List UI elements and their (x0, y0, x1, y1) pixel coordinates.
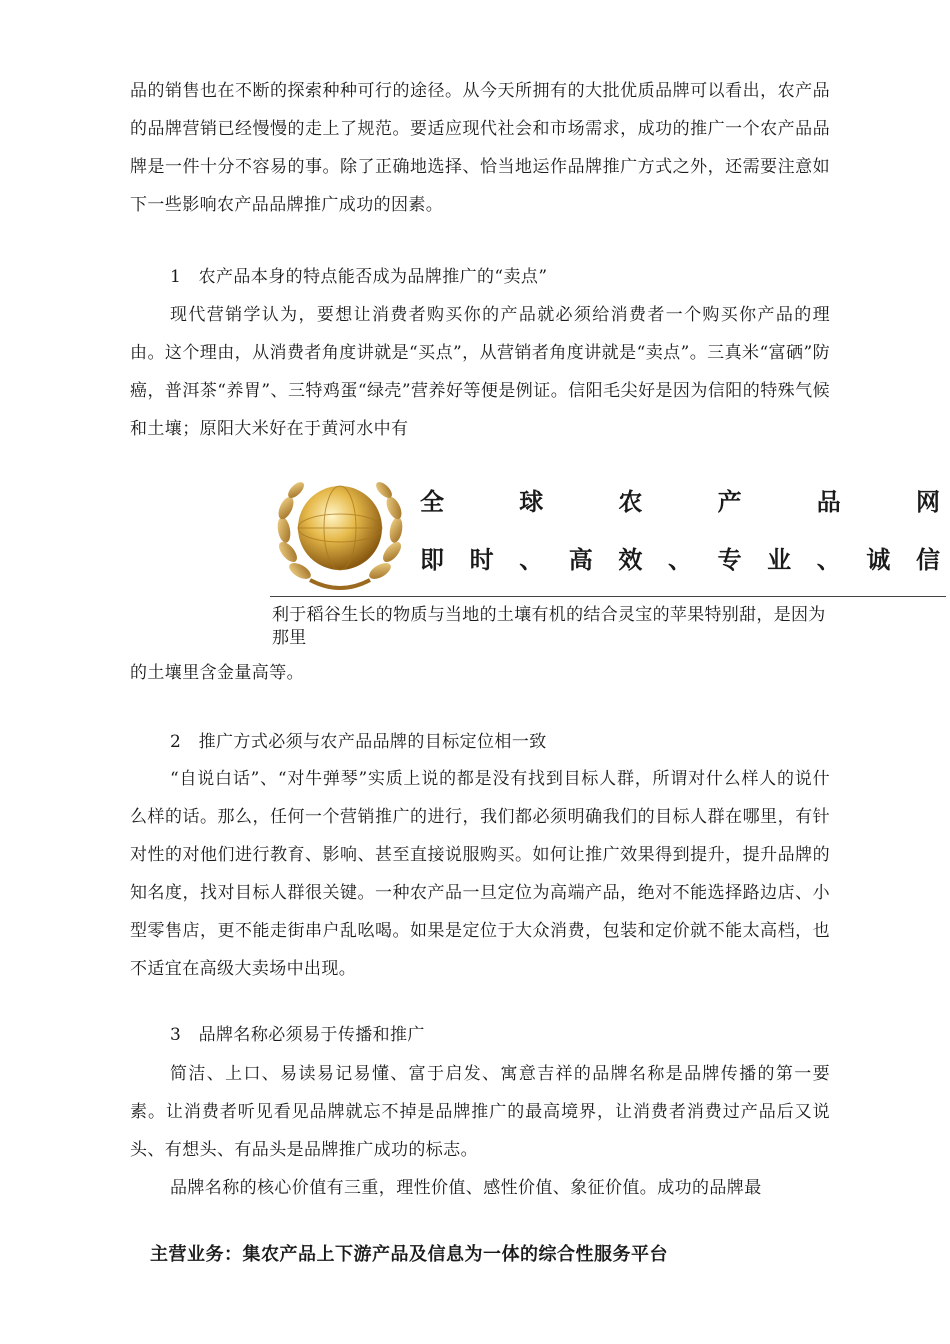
section-1-continuation: 的土壤里含金量高等。 (130, 663, 304, 683)
section-2-heading: 2 推广方式必须与农产品品牌的目标定位相一致 (170, 732, 547, 752)
section-1-paragraph: 现代营销学认为，要想让消费者购买你的产品就必须给消费者一个购买你产品的理由。这个理由，从消费者角度讲就是“买点”，从营销者角度讲就是“卖点”。三真米“富硒”防癌，普洱茶“养胃”、三特鸡蛋“绿壳”营养好等便是例证。信阳毛尖好是因为信阳的特殊气候和土壤；原阳大米好在于黄河水中有 (130, 305, 830, 439)
banner-caption-text: 利于稻谷生长的物质与当地的土壤有机的结合灵宝的苹果特别甜，是因为那里 (272, 605, 826, 648)
banner-title-char: 农 (618, 488, 643, 516)
section-1-heading: 1 农产品本身的特点能否成为品牌推广的“卖点” (170, 267, 548, 287)
banner-slogan-char: 专 (717, 546, 742, 574)
section-2-paragraph: “自说白话”、“对牛弹琴”实质上说的都是没有找到目标人群，所谓对什么样人的说什么样的话。那么，任何一个营销推广的进行，我们都必须明确我们的目标人群在哪里，有针对性的对他们进行教育、影响、甚至直接说服购买。如何让推广效果得到提升，提升品牌的知名度，找对目标人群很关键。一种农产品一旦定位为高端产品，绝对不能选择路边店、小型零售店，更不能走街串户乱吆喝。如果是定位于大众消费，包装和定价就不能太高档，也不适宜在高级大卖场中出现。 (130, 769, 830, 979)
banner-title-char: 全 (420, 488, 444, 516)
banner-title-char: 球 (519, 488, 544, 516)
section-3-paragraph-2: 品牌名称的核心价值有三重，理性价值、感性价值、象征价值。成功的品牌最 (170, 1178, 762, 1198)
banner-slogan-char: 信 (915, 546, 940, 574)
banner (270, 468, 946, 598)
banner-slogan-char: 效 (618, 546, 643, 574)
section-3-heading: 3 品牌名称必须易于传播和推广 (170, 1025, 425, 1045)
section-3-paragraph: 简洁、上口、易读易记易懂、富于启发、寓意吉祥的品牌名称是品牌传播的第一要素。让消费者听见看见品牌就忘不掉是品牌推广的最高境界，让消费者消费过产品后又说头、有想头、有品头是品牌推广成功的标志。 (130, 1064, 830, 1160)
banner-slogan-char: 即 (420, 546, 444, 574)
banner-slogan-char: 高 (568, 546, 593, 574)
banner-title-char: 产 (717, 488, 742, 516)
banner-slogan-char: 时 (469, 546, 494, 574)
banner-title (420, 482, 940, 517)
footer-business-line: 主营业务：集农产品上下游产品及信息为一体的综合性服务平台 (150, 1244, 668, 1265)
banner-slogan-char: 、 (667, 546, 692, 574)
banner-slogan-char: 、 (519, 546, 544, 574)
banner-slogan-char: 诚 (866, 546, 891, 574)
banner-title-char: 品 (816, 488, 841, 516)
intro-paragraph: 品的销售也在不断的探索种种可行的途径。从今天所拥有的大批优质品牌可以看出，农产品的品牌营销已经慢慢的走上了规范。要适应现代社会和市场需求，成功的推广一个农产品品牌是一件十分不容易的事。除了正确地选择、恰当地运作品牌推广方式之外，还需要注意如下一些影响农产品品牌推广成功的因素。 (130, 81, 830, 215)
banner-slogan-char: 、 (816, 546, 841, 574)
banner-title-char: 网 (915, 488, 940, 516)
globe-laurel-logo-icon (270, 468, 410, 598)
banner-divider (270, 596, 946, 597)
banner-slogan (420, 540, 940, 575)
banner-slogan-char: 业 (767, 546, 792, 574)
